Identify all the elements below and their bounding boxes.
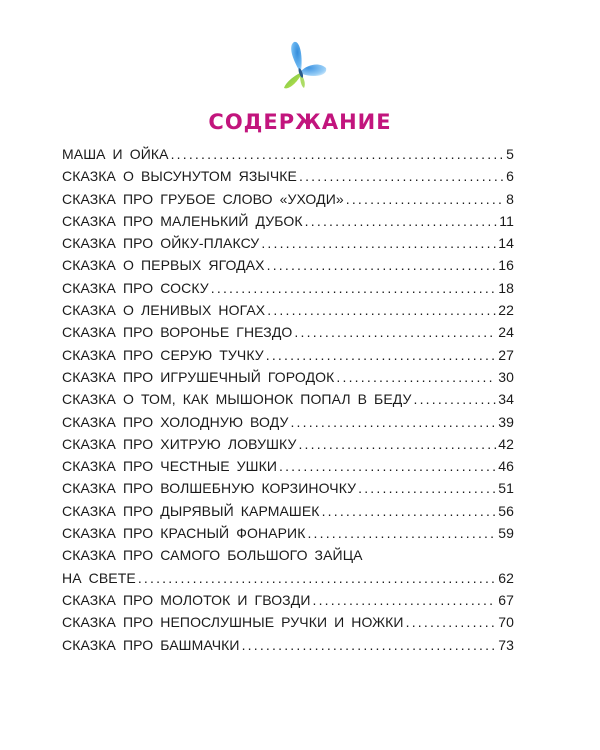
toc-entry-title: СКАЗКА ПРО СОСКУ bbox=[62, 279, 209, 296]
toc-entry-page: 51 bbox=[498, 480, 514, 497]
dot-leader bbox=[312, 592, 496, 608]
toc-entry-title: СКАЗКА ПРО ИГРУШЕЧНЫЙ ГОРОДОК bbox=[62, 368, 335, 385]
dot-leader bbox=[242, 637, 497, 653]
dot-leader bbox=[322, 503, 497, 519]
toc-entry-page: 34 bbox=[498, 391, 514, 408]
toc-entry bbox=[62, 480, 514, 502]
toc-entry bbox=[62, 302, 514, 324]
toc-entry-page: 11 bbox=[499, 212, 514, 229]
toc-entry bbox=[62, 168, 514, 190]
toc-entry-title: СКАЗКА ПРО ЧЕСТНЫЕ УШКИ bbox=[62, 458, 277, 475]
toc-entry bbox=[62, 525, 514, 547]
toc-entry-title: СКАЗКА ПРО ДЫРЯВЫЙ КАРМАШЕК bbox=[62, 502, 320, 519]
toc-entry-page: 73 bbox=[498, 636, 514, 653]
butterfly-icon bbox=[270, 38, 332, 100]
dot-leader bbox=[358, 480, 496, 496]
dot-leader bbox=[290, 414, 496, 430]
toc-entry bbox=[62, 436, 514, 458]
toc-entry-title: СКАЗКА О ВЫСУНУТОМ ЯЗЫЧКЕ bbox=[62, 168, 297, 185]
toc-entry-page: 42 bbox=[498, 435, 514, 452]
toc-entry-page: 14 bbox=[498, 235, 514, 252]
dot-leader bbox=[299, 168, 504, 184]
toc-entry-title: СКАЗКА ПРО СЕРУЮ ТУЧКУ bbox=[62, 346, 264, 363]
toc-entry-page: 70 bbox=[498, 614, 514, 631]
dot-leader bbox=[279, 458, 496, 474]
dot-leader bbox=[346, 191, 504, 207]
toc-entry-title-continuation: НА СВЕТЕ bbox=[62, 569, 136, 586]
dot-leader bbox=[336, 369, 496, 385]
toc-entry-page: 24 bbox=[498, 324, 514, 341]
toc-entry-page: 5 bbox=[506, 146, 514, 162]
toc-entry bbox=[62, 391, 514, 413]
dot-leader bbox=[267, 302, 496, 318]
toc-entry bbox=[62, 369, 514, 391]
toc-entry-title: СКАЗКА О ПЕРВЫХ ЯГОДАХ bbox=[62, 257, 265, 274]
toc-entry bbox=[62, 592, 514, 614]
dot-leader bbox=[211, 280, 496, 296]
toc-entry bbox=[62, 414, 514, 436]
toc-entry bbox=[62, 280, 514, 302]
toc-entry-title: СКАЗКА ПРО ХИТРУЮ ЛОВУШКУ bbox=[62, 435, 297, 452]
toc-entry bbox=[62, 347, 514, 369]
dot-leader bbox=[267, 257, 497, 273]
dot-leader bbox=[305, 213, 498, 229]
toc-entry-title: СКАЗКА ПРО САМОГО БОЛЬШОГО ЗАЙЦА bbox=[62, 547, 363, 564]
toc-entry bbox=[62, 213, 514, 235]
toc-entry-page: 22 bbox=[498, 302, 514, 319]
dot-leader bbox=[298, 436, 496, 452]
toc-entry bbox=[62, 614, 514, 636]
toc-entry bbox=[62, 547, 514, 592]
toc-entry-page: 62 bbox=[498, 569, 514, 586]
toc-entry-page: 30 bbox=[498, 368, 514, 385]
toc-entry-title: СКАЗКА ПРО ГРУБОЕ СЛОВО «УХОДИ» bbox=[62, 190, 344, 207]
toc-entry-title: СКАЗКА ПРО ХОЛОДНУЮ ВОДУ bbox=[62, 413, 289, 430]
toc-entry-title: МАША И ОЙКА bbox=[62, 146, 169, 162]
toc-entry bbox=[62, 257, 514, 279]
toc-entry-title: СКАЗКА О ТОМ, КАК МЫШОНОК ПОПАЛ В БЕДУ bbox=[62, 391, 412, 408]
toc-entry-page: 59 bbox=[498, 525, 514, 542]
toc-entry-page: 39 bbox=[498, 413, 514, 430]
toc-entry-title: СКАЗКА ПРО БАШМАЧКИ bbox=[62, 636, 240, 653]
dot-leader bbox=[171, 146, 505, 162]
dot-leader bbox=[138, 570, 496, 586]
toc-entry-page: 6 bbox=[506, 168, 514, 185]
toc-entry-page: 18 bbox=[498, 279, 514, 296]
toc-entry bbox=[62, 235, 514, 257]
dot-leader bbox=[414, 391, 497, 407]
toc-entry-title: СКАЗКА ПРО ВОЛШЕБНУЮ КОРЗИНОЧКУ bbox=[62, 480, 357, 497]
dot-leader bbox=[266, 347, 496, 363]
dot-leader bbox=[307, 525, 496, 541]
toc-entry bbox=[62, 146, 514, 168]
toc-title: СОДЕРЖАНИЕ bbox=[208, 110, 392, 134]
toc-entry-title: СКАЗКА ПРО МОЛОТОК И ГВОЗДИ bbox=[62, 591, 311, 608]
toc-entry-title: СКАЗКА О ЛЕНИВЫХ НОГАХ bbox=[62, 302, 266, 319]
toc-entry bbox=[62, 637, 514, 659]
table-of-contents bbox=[62, 146, 514, 659]
toc-entry-page: 46 bbox=[498, 458, 514, 475]
toc-entry-title: СКАЗКА ПРО НЕПОСЛУШНЫЕ РУЧКИ И НОЖКИ bbox=[62, 614, 404, 631]
dot-leader bbox=[261, 235, 496, 251]
toc-entry bbox=[62, 458, 514, 480]
toc-entry-page: 27 bbox=[498, 346, 514, 363]
toc-entry-title: СКАЗКА ПРО ОЙКУ-ПЛАКСУ bbox=[62, 235, 260, 252]
toc-entry-continuation-line bbox=[62, 570, 514, 592]
dot-leader bbox=[406, 614, 497, 630]
toc-entry bbox=[62, 324, 514, 346]
toc-entry bbox=[62, 503, 514, 525]
toc-entry bbox=[62, 191, 514, 213]
dot-leader bbox=[294, 324, 496, 340]
toc-entry-title: СКАЗКА ПРО КРАСНЫЙ ФОНАРИК bbox=[62, 525, 306, 542]
toc-entry-page: 16 bbox=[498, 257, 514, 274]
toc-entry-page: 56 bbox=[498, 502, 514, 519]
toc-entry-title: СКАЗКА ПРО ВОРОНЬЕ ГНЕЗДО bbox=[62, 324, 293, 341]
toc-entry-page: 67 bbox=[498, 591, 514, 608]
toc-entry-title: СКАЗКА ПРО МАЛЕНЬКИЙ ДУБОК bbox=[62, 212, 303, 229]
toc-entry-page: 8 bbox=[506, 190, 514, 207]
